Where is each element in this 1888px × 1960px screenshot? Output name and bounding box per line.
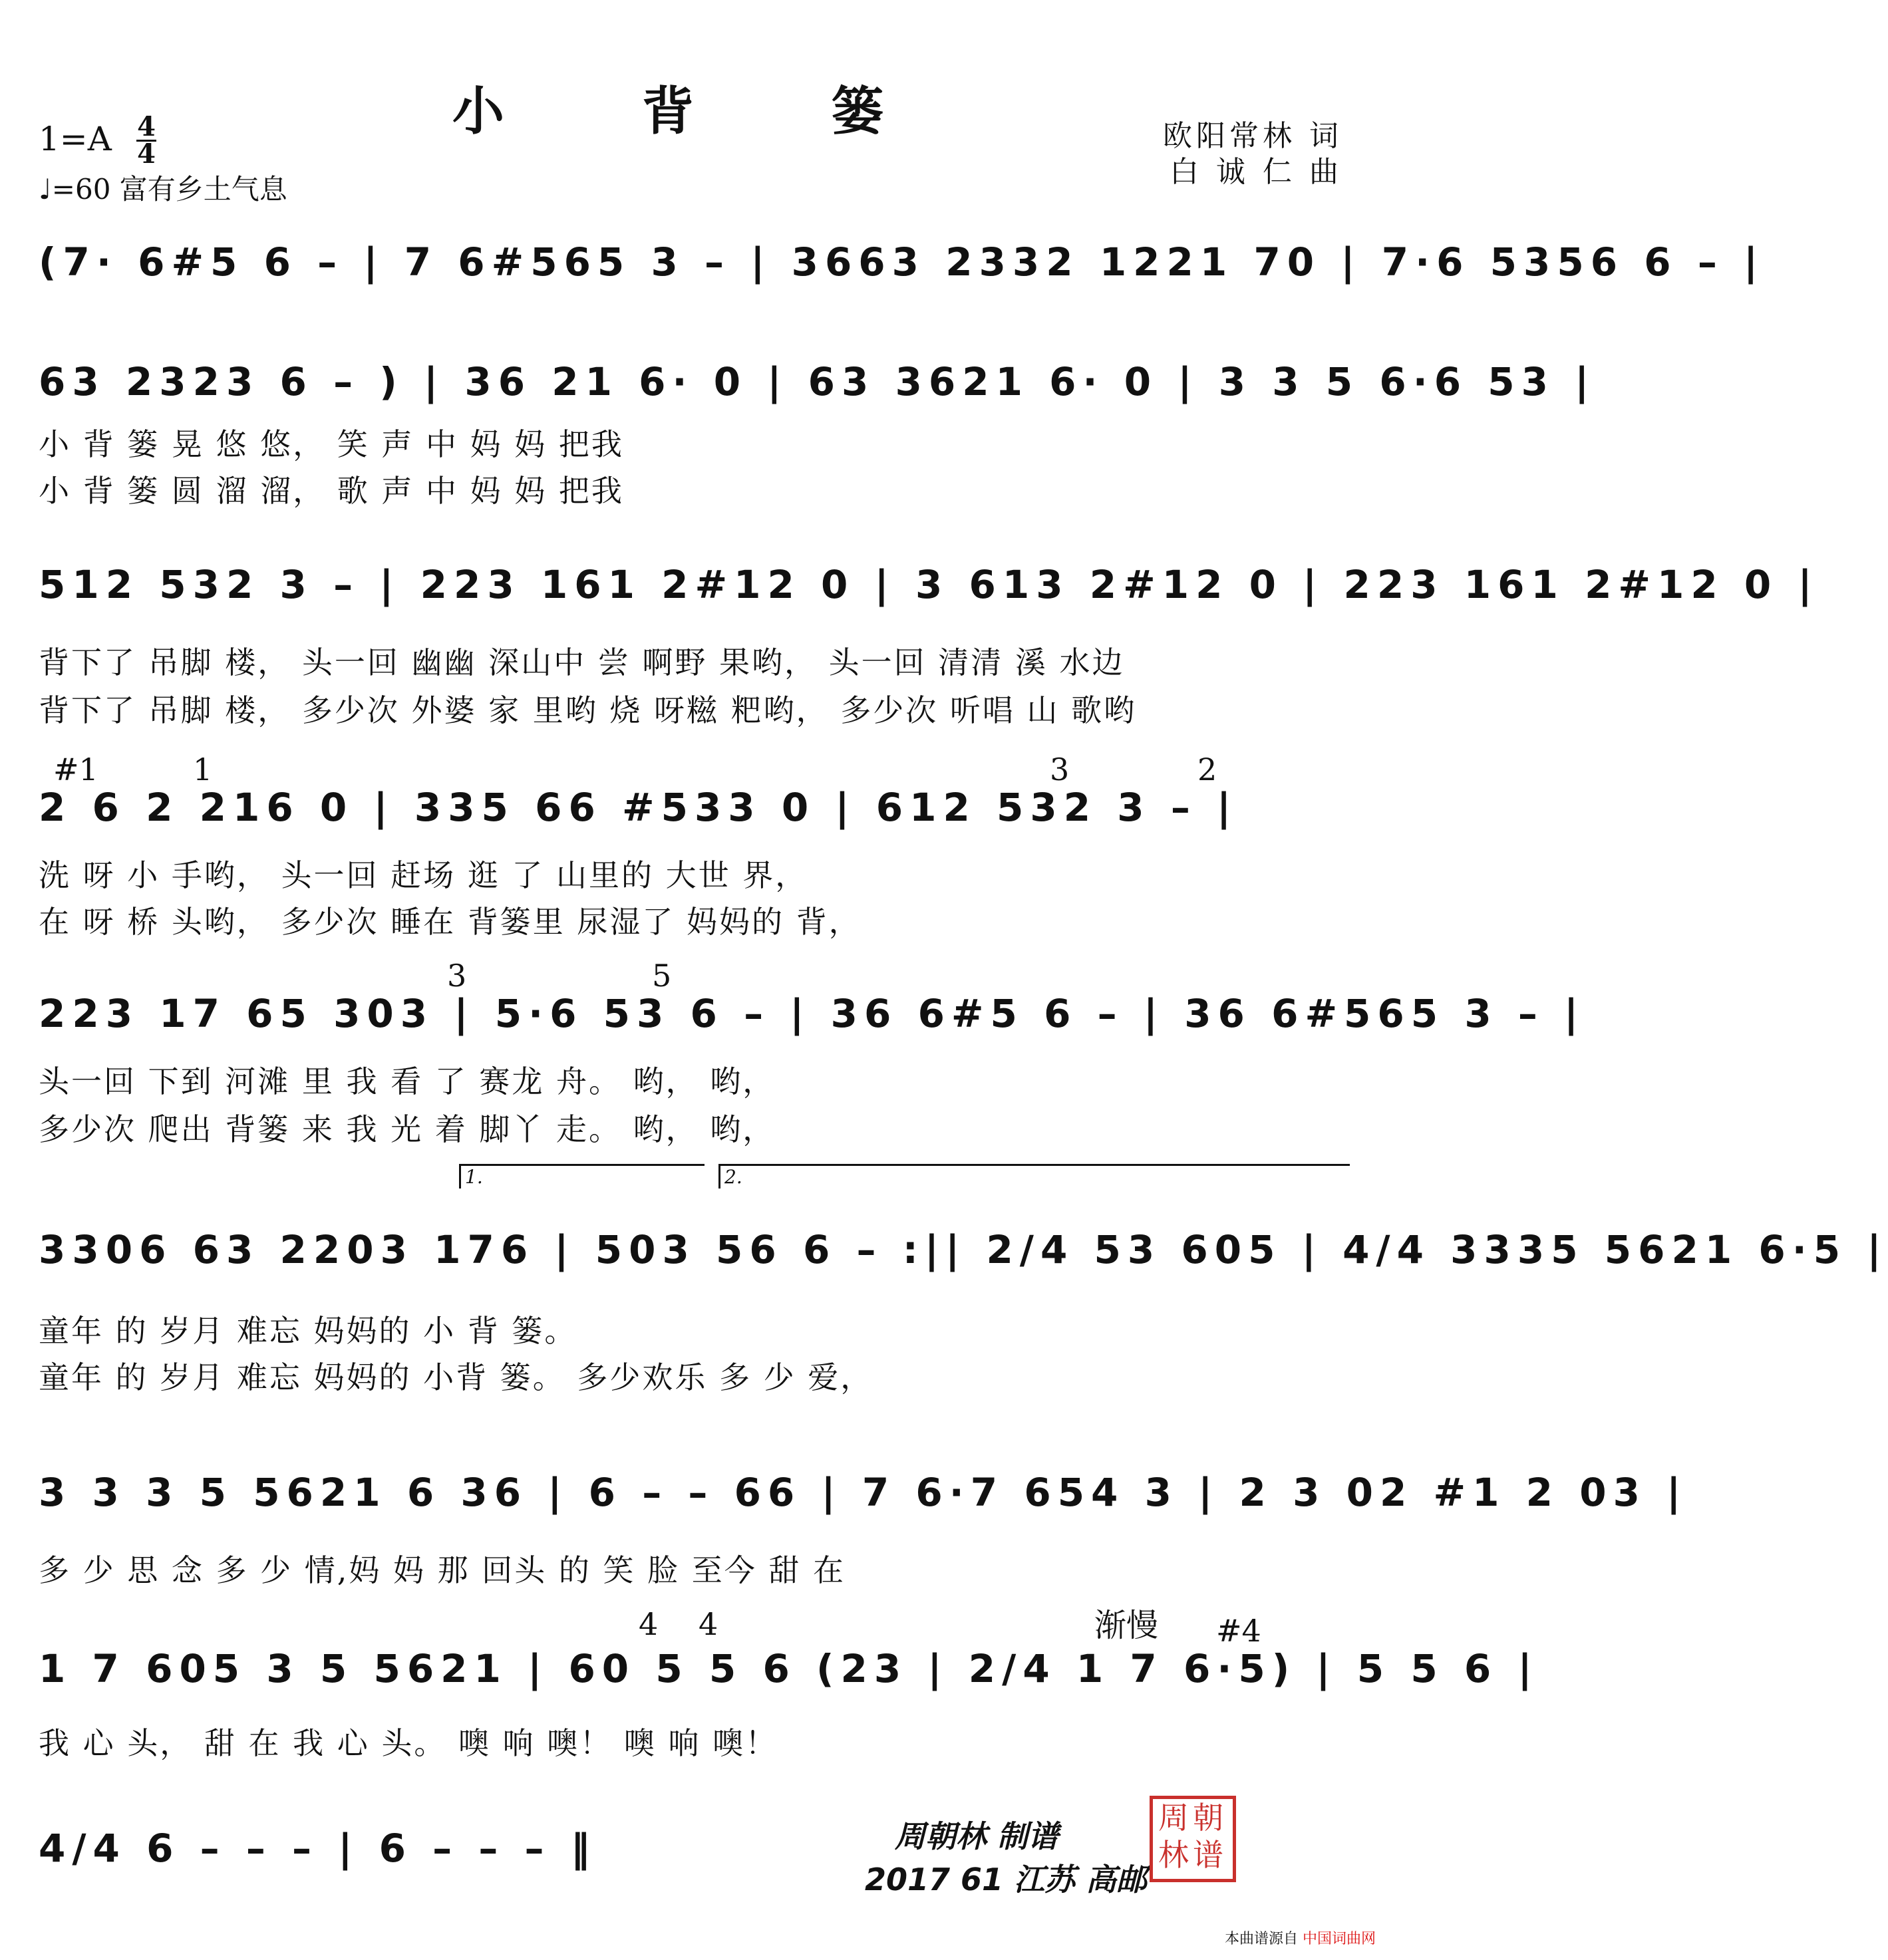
grace-note-3: 3 <box>1050 752 1070 787</box>
lyrics-verse1-line-5: 头一回 下到 河滩 里 我 看 了 赛龙 舟。 哟， 哟， <box>39 1063 776 1099</box>
source-label: 本曲谱源自 <box>1224 1931 1298 1947</box>
source-site-link[interactable]: 中国词曲网 <box>1302 1931 1376 1947</box>
red-seal-stamp: 周朝林谱 <box>1150 1796 1236 1882</box>
lyrics-line-8: 我 心 头， 甜 在 我 心 头。 噢 响 噢！ 噢 响 噢！ <box>39 1725 778 1761</box>
time-signature <box>136 111 156 170</box>
notation-line-6: 3306 63 2203 176 | 503 56 6 – :|| 2/4 53 605 | 4/4 3335 5621 6·5 | <box>39 1227 1888 1272</box>
volta-2: 2. <box>718 1164 1350 1189</box>
grace-note-sharp-1: #1 <box>53 752 98 787</box>
grace-note-3b: 3 <box>447 958 467 994</box>
notation-line-7: 3 3 3 5 5621 6 36 | 6 – – 66 | 7 6·7 654 3 | 2 3 02 #1 2 03 | <box>39 1470 1688 1515</box>
notation-line-4: 2 6 2 216 0 | 335 66 #533 0 | 612 532 3 – | <box>39 785 1238 830</box>
volta-1: 1. <box>459 1164 705 1189</box>
lyrics-verse2-line-2: 小 背 篓 圆 溜 溜， 歌 声 中 妈 妈 把我 <box>39 473 624 509</box>
grace-note-2: 2 <box>1197 752 1217 787</box>
lyrics-verse2-line-6: 童年 的 岁月 难忘 妈妈的 小背 篓。 多少欢乐 多 少 爱， <box>39 1359 873 1395</box>
lyrics-verse1-line-2: 小 背 篓 晃 悠 悠， 笑 声 中 妈 妈 把我 <box>39 426 624 462</box>
notation-line-1: (7· 6#5 6 – | 7 6#565 3 – | 3663 2332 1221 70 | 7·6 5356 6 – | <box>39 239 1765 285</box>
grace-note-4a: 4 <box>639 1606 659 1642</box>
composer-credit: 白 诚 仁 曲 <box>1170 155 1342 189</box>
grace-note-4b: 4 <box>699 1606 718 1642</box>
lyrics-verse2-line-3: 背下了 吊脚 楼， 多少次 外婆 家 里哟 烧 呀糍 粑哟， 多少次 听唱 山 歌哟 <box>39 692 1137 728</box>
notation-line-3: 512 532 3 – | 223 161 2#12 0 | 3 613 2#12 0 | 223 161 2#12 0 | <box>39 562 1819 607</box>
page-title: 小 背 篓 <box>452 81 944 142</box>
notation-line-2: 63 2323 6 – ) | 36 21 6· 0 | 63 3621 6· 0 | 3 3 5 6·6 53 | <box>39 359 1596 404</box>
time-signature-numerator: 4 <box>137 111 156 142</box>
grace-note-1: 1 <box>193 752 213 787</box>
key-signature: 1=A <box>39 120 112 158</box>
lyrics-verse2-line-5: 多少次 爬出 背篓 来 我 光 着 脚丫 走。 哟， 哟， <box>39 1111 776 1147</box>
notation-line-8: 1 7 605 3 5 5621 | 60 5 5 6 (23 | 2/4 1 7 6·5) | 5 5 6 | <box>39 1646 1539 1691</box>
lyrics-verse1-line-6: 童年 的 岁月 难忘 妈妈的 小 背 篓。 <box>39 1313 577 1349</box>
lyricist-credit: 欧阳常林 词 <box>1163 119 1342 153</box>
lyrics-verse1-line-3: 背下了 吊脚 楼， 头一回 幽幽 深山中 尝 啊野 果哟， 头一回 清清 溪 水边 <box>39 644 1125 680</box>
arranger-signature: 周朝林 制谱 <box>895 1818 1059 1854</box>
arranger-date: 2017 61 江苏 高邮 <box>865 1862 1148 1897</box>
notation-line-5: 223 17 65 303 | 5·6 53 6 – | 36 6#5 6 – | 36 6#565 3 – | <box>39 991 1585 1036</box>
lyrics-verse1-line-4: 洗 呀 小 手哟， 头一回 赶场 逛 了 山里的 大世 界， <box>39 857 808 893</box>
lyrics-verse2-line-4: 在 呀 桥 头哟， 多少次 睡在 背篓里 尿湿了 妈妈的 背， <box>39 904 862 940</box>
source-credit <box>1225 1927 1376 1948</box>
grace-note-sharp-4: #4 <box>1216 1613 1261 1649</box>
ritardando-marking: 渐慢 <box>1094 1607 1159 1644</box>
tempo-marking: ♩=60 富有乡土气息 <box>39 173 287 206</box>
lyrics-line-7: 多 少 思 念 多 少 情,妈 妈 那 回头 的 笑 脸 至今 甜 在 <box>39 1552 846 1588</box>
grace-note-5: 5 <box>652 958 672 994</box>
time-signature-denominator: 4 <box>137 138 156 170</box>
notation-line-9: 4/4 6 – – – | 6 – – – ‖ <box>39 1826 597 1871</box>
